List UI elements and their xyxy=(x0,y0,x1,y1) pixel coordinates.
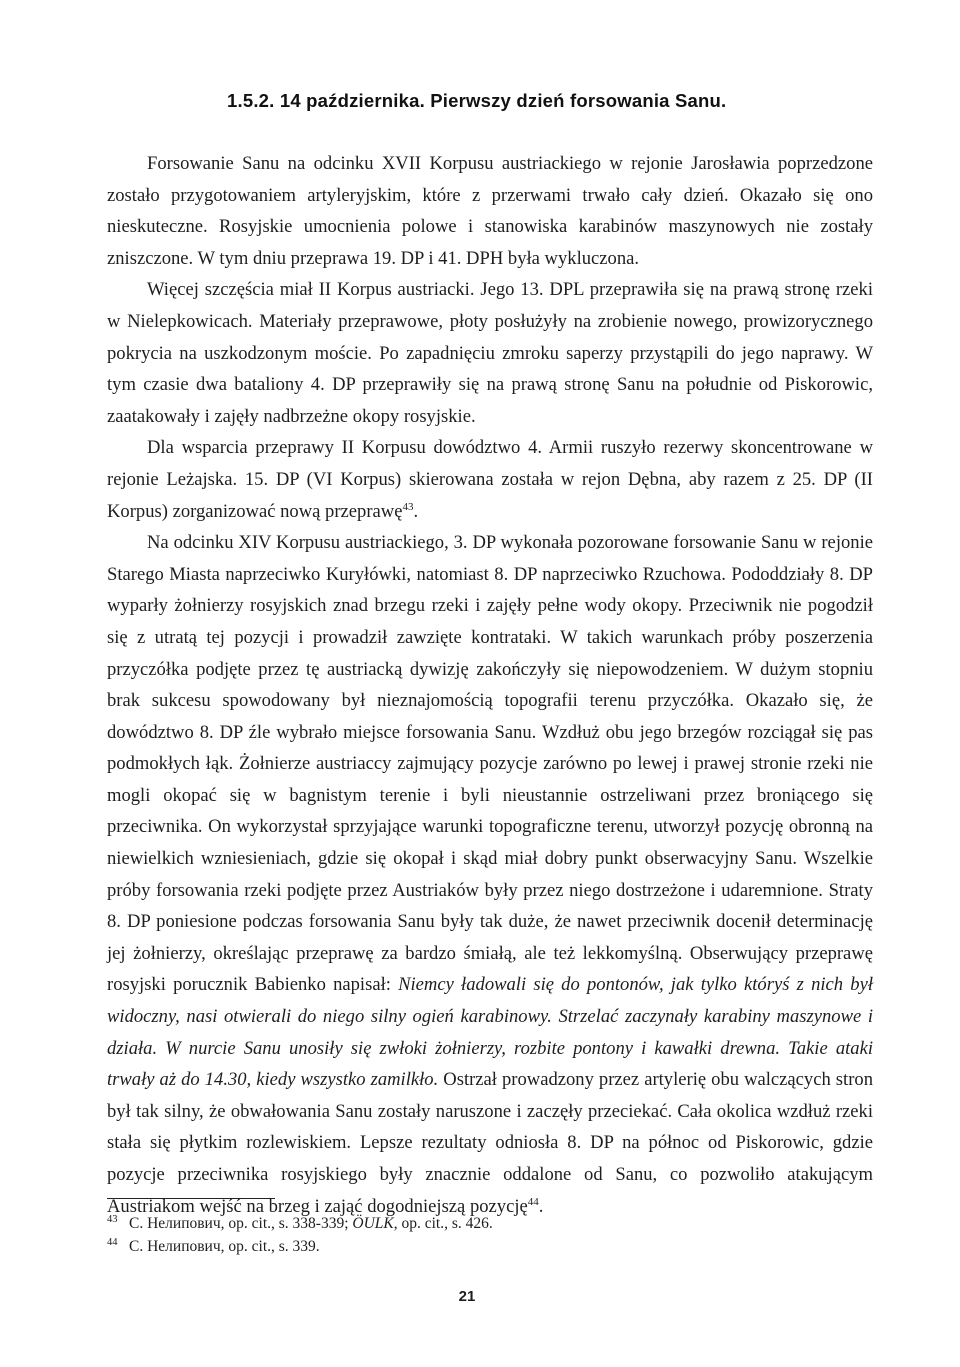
paragraph-4-end: . xyxy=(538,1195,544,1217)
footnote-text-b: , op. cit., s. 426. xyxy=(393,1215,493,1232)
footnote-number: 43 xyxy=(107,1214,118,1225)
paragraph-1: Forsowanie Sanu na odcinku XVII Korpusu austriackiego w rejonie Jarosławia poprzedzone zostało przygotowaniem artyleryjskim, które z przerwami trwało cały dzień. Okazało się ono nieskuteczne. Rosyjskie umocnienia polowe i stanowiska karabinów maszynowych nie zostały zniszczone. W tym dniu przeprawa 19. DP i 41. DPH była wykluczona. xyxy=(107,153,873,269)
footnote-text xyxy=(129,1212,493,1235)
footnote-text-a: С. Нелипович, op. cit., s. 339. xyxy=(129,1238,320,1255)
page-number: 21 xyxy=(458,1288,476,1305)
paragraph-3-text: Dla wsparcia przeprawy II Korpusu dowództwo 4. Armii ruszyło rezerwy skoncentrowane w rejonie Leżajska. 15. DP (VI Korpus) skierowana została w rejon Dębna, aby razem z 25. DP (II Korpus) zorganizować nową przeprawę xyxy=(107,437,873,522)
paragraph-4-quote: Niemcy ładowali się do pontonów, jak tylko któryś z nich był widoczny, nasi otwierali do niego silny ogień karabinowy. Strzelać zaczynały karabiny maszynowe i działa. W nurcie Sanu unosiły się zwłoki żołnierzy, rozbite pontony i kawałki drewna. Takie ataki trwały aż do 14.30, kiedy wszystko zamilkło. xyxy=(107,974,874,1091)
footnote-divider xyxy=(107,1198,275,1199)
footnote-43 xyxy=(107,1212,707,1235)
footnote-text-a: С. Нелипович, op. cit., s. 338-339; xyxy=(129,1215,353,1232)
body-text xyxy=(107,148,873,1222)
paragraph-3 xyxy=(107,432,873,527)
footnote-text-italic: ÖULK xyxy=(352,1215,394,1232)
footnote-text xyxy=(129,1235,320,1258)
paragraph-2 xyxy=(107,274,873,432)
footnote-ref-43[interactable]: 43 xyxy=(402,500,414,513)
paragraph-3-end: . xyxy=(413,500,419,522)
footnotes xyxy=(107,1212,707,1258)
paragraph-4-text-b: Ostrzał prowadzony przez artylerię obu walczących stron był tak silny, że obwałowania Sanu zostały naruszone i zaczęły przeciekać. Cała okolica wzdłuż rzeki stała się płytkim rozlewiskiem. Lepsze rezultaty odniosła 8. DP na północ od Piskorowic, gdzie pozycje przeciwnika rosyjskiego były znacznie oddalone od Sanu, co pozwoliło atakującym Austriakom wejść na brzeg i zająć dogodniejszą pozycję xyxy=(107,1069,873,1217)
footnote-ref-44[interactable]: 44 xyxy=(527,1195,539,1208)
paragraph-4 xyxy=(107,527,873,1222)
footnote-44 xyxy=(107,1235,707,1258)
paragraph-4-text-a: Na odcinku XIV Korpusu austriackiego, 3. DP wykonała pozorowane forsowanie Sanu w rejonie Starego Miasta naprzeciwko Kuryłówki, natomiast 8. DP naprzeciwko Rzuchowa. Pododdziały 8. DP wyparły żołnierzy rosyjskich znad brzegu rzeki i zajęły pełne wody okopy. Przeciwnik nie pogodził się z utratą tej pozycji i prowadził zawzięte kontrataki. W takich warunkach próby poszerzenia przyczółka podjęte przez tę austriacką dywizję zakończyły się niepowodzeniem. W dużym stopniu brak sukcesu spowodowany był nieznajomością topografii terenu przyczółka. Okazało się, że dowództwo 8. DP źle wybrało miejsce forsowania Sanu. Wzdłuż obu jego brzegów rozciągał się pas podmokłych łąk. Żołnierze austriaccy zajmujący pozycje zarówno po lewej i prawej stronie rzeki nie mogli okopać się w bagnistym terenie i byli nieustannie ostrzeliwani przez broniącego się przeciwnika. On wykorzystał sprzyjające warunki topograficzne terenu, utworzył pozycję obronną na niewielkich wzniesieniach, gdzie się okopał i skąd miał dobry punkt obserwacyjny Sanu. Wszelkie próby forsowania rzeki podjęte przez Austriaków były przez niego dostrzeżone i udaremnione. Straty 8. DP poniesione podczas forsowania Sanu były tak duże, że nawet przeciwnik docenił determinację jej żołnierzy, określając przeprawę za bardzo śmiałą, ale też lekkomyślną. Obserwujący przeprawę rosyjski porucznik Babienko napisał: xyxy=(107,532,873,996)
section-heading: 1.5.2. 14 października. Pierwszy dzień forsowania Sanu. xyxy=(227,90,727,111)
footnote-number: 44 xyxy=(107,1237,118,1248)
paragraph-2-text: Więcej szczęścia miał II Korpus austriacki. Jego 13. DPL przeprawiła się na prawą stronę rzeki w Nielepkowicach. Materiały przeprawowe, płoty posłużyły na zrobienie nowego, prowizorycznego pokrycia na uszkodzonym moście. Po zapadnięciu zmroku saperzy przystąpili do jego naprawy. W tym czasie dwa bataliony 4. DP przeprawiły się na prawą stronę Sanu na południe od Piskorowic, zaatakowały i zajęły nadbrzeżne okopy rosyjskie. xyxy=(107,279,873,427)
